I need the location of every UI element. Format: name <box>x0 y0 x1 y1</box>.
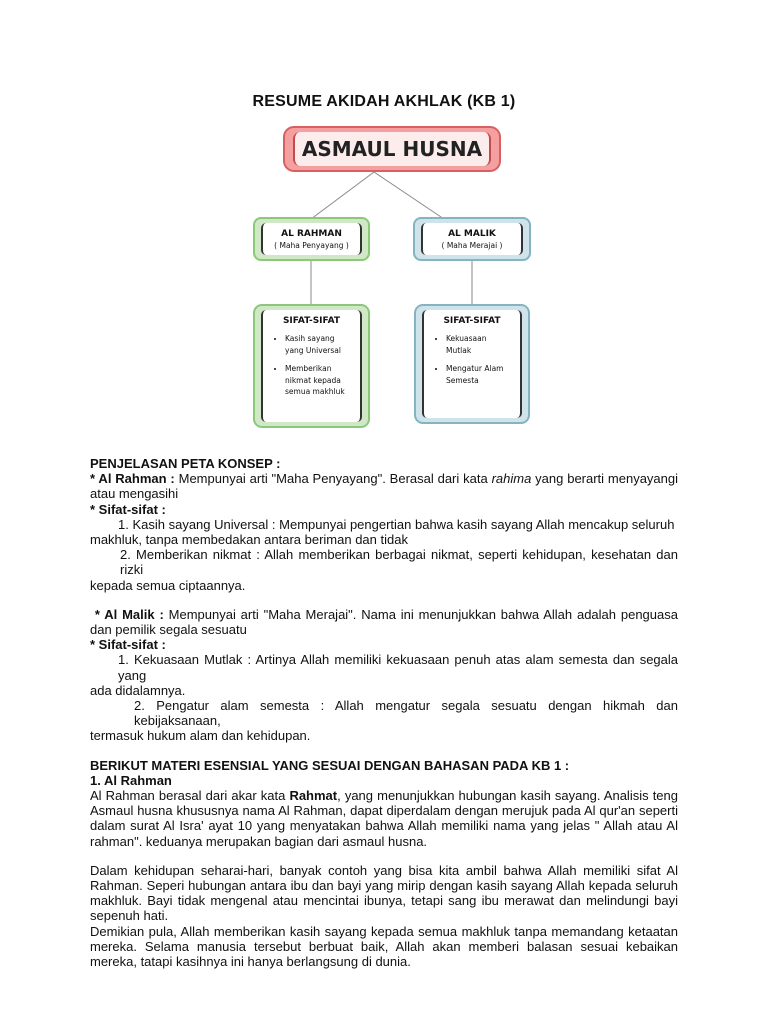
sifat-list <box>434 333 510 386</box>
sifat-heading: * Sifat-sifat : <box>90 501 166 517</box>
list-item-continued: ada didalamnya. <box>90 682 186 698</box>
paragraph-text: Mempunyai arti "Maha Penyayang". Berasal dari kata <box>178 471 488 487</box>
node-al-rahman-meaning: ( Maha Penyayang ) <box>274 240 349 250</box>
list-item: 1. Kasih sayang Universal : Mempunyai pengertian bahwa kasih sayang Allah mencakup seluruh <box>118 516 675 532</box>
sifat-box-al-malik <box>414 304 530 424</box>
concept-map-root <box>283 126 501 172</box>
section-heading: PENJELASAN PETA KONSEP : <box>90 456 281 471</box>
term-label: * Al Rahman : <box>90 471 175 487</box>
italic-term: rahima <box>491 471 532 487</box>
sifat-heading: * Sifat-sifat : <box>90 637 166 653</box>
list-item: 2. Memberikan nikmat : Allah memberikan berbagai nikmat, seperti kehidupan, kesehatan dan rizki <box>120 547 678 578</box>
list-item-continued: termasuk hukum alam dan kehidupan. <box>90 728 311 744</box>
node-al-malik-meaning: ( Maha Merajai ) <box>441 240 503 250</box>
sifat-item: • Kekuasaan Mutlak <box>446 333 510 356</box>
sifat-item: • Kasih sayang yang Universal <box>285 333 350 356</box>
list-item-continued: makhluk, tanpa membedakan antara beriman dan tidak <box>90 532 408 548</box>
node-al-rahman-name: AL RAHMAN <box>281 228 342 239</box>
node-al-malik <box>413 217 531 261</box>
node-al-rahman <box>253 217 370 261</box>
page-title: RESUME AKIDAH AKHLAK (KB 1) <box>252 93 516 110</box>
paragraph: Demikian pula, Allah memberikan kasih sayang kepada semua makhluk tanpa memandang ketaatan mereka. Selama manusia tersebut berbuat baik, Allah akan memberi balasan sesuai kebaikan mereka, tatapi kasihnya ini hanya berlangsung di dunia. <box>90 923 678 970</box>
paragraph-text: yang berarti menyayangi atau mengasihi <box>90 471 679 502</box>
document-body <box>90 456 678 969</box>
paragraph-text: Al Rahman berasal dari akar kata <box>90 788 286 804</box>
sifat-item: • Mengatur Alam Semesta <box>446 363 510 386</box>
paragraph <box>90 788 678 849</box>
paragraph-text: Mempunyai arti "Maha Merajai". Nama ini menunjukkan bahwa Allah adalah penguasa dan pemilik segala sesuatu <box>90 606 678 638</box>
list-item: 2. Pengatur alam semesta : Allah mengatur segala sesuatu dengan hikmah dan kebijaksanaan, <box>134 698 678 729</box>
concept-map-connectors <box>0 0 768 440</box>
sifat-title: SIFAT-SIFAT <box>282 316 341 326</box>
connector-root-right <box>374 172 444 219</box>
sifat-list <box>273 333 350 398</box>
sifat-item: • Memberikan nikmat kepada semua makhluk <box>285 363 350 398</box>
paragraph-al-malik <box>90 607 678 637</box>
sifat-title: SIFAT-SIFAT <box>443 316 501 326</box>
node-al-malik-name: AL MALIK <box>448 228 496 239</box>
root-label: ASMAUL HUSNA <box>293 132 491 166</box>
list-item: 1. Kekuasaan Mutlak : Artinya Allah memiliki kekuasaan penuh atas alam semesta dan segala yang <box>118 652 678 683</box>
paragraph: Dalam kehidupan seharai-hari, banyak contoh yang bisa kita ambil bahwa Allah memiliki sifat Al Rahman. Seperi hubungan antara ibu dan bayi yang mirip dengan kasih sayang Allah kepada seluruh makhluk. Bayi tidak mengenal atau mencintai ibunya, tetapi sang ibu merawat dan melindungi bayi sepenuh hati. <box>90 862 678 924</box>
sifat-box-al-rahman <box>253 304 370 428</box>
section-heading: BERIKUT MATERI ESENSIAL YANG SESUAI DENGAN BAHASAN PADA KB 1 : <box>90 757 570 773</box>
bold-term: Rahmat <box>289 788 338 804</box>
subsection-heading: 1. Al Rahman <box>90 772 172 788</box>
list-item-continued: kepada semua ciptaannya. <box>90 577 246 593</box>
paragraph-text: , yang menunjukkan hubungan kasih sayang. Analisis teng Asmaul husna khususnya nama Al Rahman, dapat diperdalam dengan merujuk pada Al qur'an seperti dalam surat Al Isra' ayat 10 yang menyatakan bahwa Allah memiliki nama yang jelas " Allah atau Al rahman". keduanya merupakan bagian dari asmaul husna. <box>90 788 678 849</box>
term-label: * Al Malik : <box>94 606 164 622</box>
connector-root-left <box>311 172 374 219</box>
paragraph-al-rahman <box>90 471 678 501</box>
